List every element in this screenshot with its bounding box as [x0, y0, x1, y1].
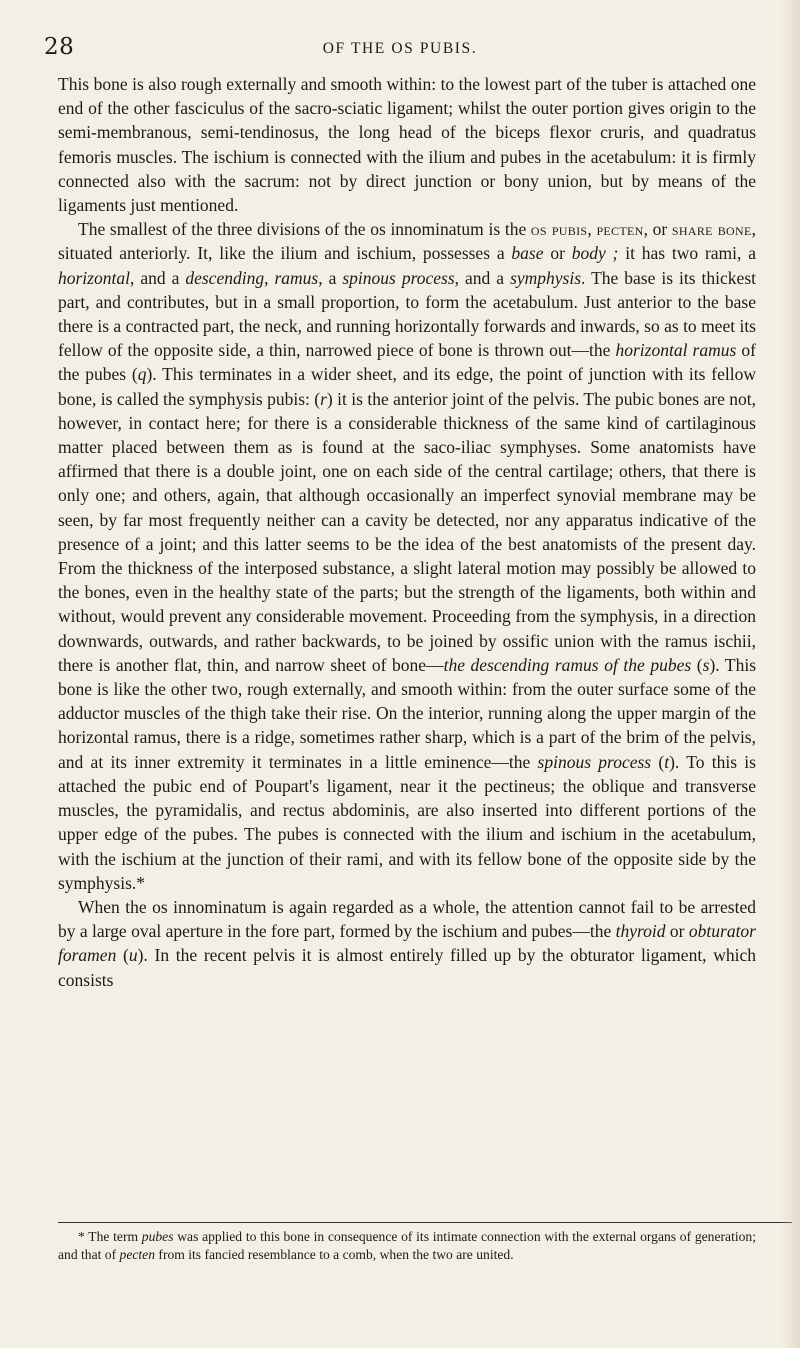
text-run: was applied to this bone in consequence of its intimate connection with the external organs of generation; and that of [58, 1229, 756, 1262]
running-head [44, 30, 756, 70]
term-spinous-process: spinous process [342, 267, 455, 288]
text-run: , or [643, 219, 672, 240]
text-run: ( [116, 945, 129, 966]
paragraph-obturator-foramen [58, 895, 756, 992]
term-descending-ramus: the descending ramus of the pubes [443, 654, 692, 675]
page-number: 28 [44, 34, 75, 60]
term-pecten-footnote: pecten [119, 1246, 156, 1262]
text-run: , and a [454, 267, 511, 288]
text-run: When the os innominatum is again regarded as a whole, the attention cannot fail to be arrested by a large oval aperture in the fore part, formed by the ischium and pubes—the [58, 896, 756, 942]
paragraph-tuber-ischii [58, 72, 756, 217]
footnote-rule [58, 1222, 792, 1223]
term-body: body ; [571, 243, 619, 264]
term-symphysis: symphysis [510, 267, 582, 288]
term-obturator-foramen: obturator foramen [58, 921, 756, 966]
text-run: it has two rami, a [618, 243, 756, 264]
text-run: ) it is the anterior joint of the pelvis. The pubic bones are not, however, in contact here; for there is a considerable thickness of the same kind of cartilaginous matter placed between them as is found at the saco-iliac symphyses. Some anatomists have affirmed that there is a double joint, one on each side of the central cartilage; others, that there is only one; and others, again, that although occasionally an imperfect synovial membrane may be seen, by far most frequently neither can a cavity be detected, nor any apparatus indicative of the presence of a joint; and this latter seems to be the idea of the best anatomists of the present day. From the thickness of the interposed substance, a slight lateral motion may possibly be allowed to the bones, even in the healthy state of the parts; but the strength of the ligaments, both within and without, would prevent any considerable movement. Proceeding from the symphysis, in a direction downwards, outwards, and rather backwards, to be joined by ossific union with the ramus ischii, there is another flat, thin, and narrow sheet of bone— [58, 388, 756, 675]
text-run: , a [318, 267, 343, 288]
text-run: of the pubes ( [58, 340, 756, 385]
term-thyroid: thyroid [615, 921, 666, 942]
footnote-text [58, 1228, 756, 1263]
text-run: ). This bone is like the other two, rough externally, and smooth within: from the outer surface some of the adductor muscles of the thigh take their rise. On the interior, running along the upper margin of the horizontal ramus, there is a ridge, sometimes rather sharp, which is a part of the brim of the pelvis, and at its inner extremity it terminates in a little eminence—the [58, 654, 757, 772]
term-ramus: ramus [274, 267, 319, 288]
figure-ref-t: t [664, 751, 670, 772]
term-horizontal-ramus: horizontal ramus [615, 340, 737, 361]
body-text [58, 72, 756, 992]
term-base: base [511, 243, 544, 264]
term-pubes: pubes [141, 1229, 174, 1244]
text-run: or [543, 243, 572, 264]
text-run: or [665, 921, 689, 942]
text-run: , [587, 219, 597, 240]
text-run: ). In the recent pelvis it is almost entirely filled up by the obturator ligament, which consists [58, 945, 757, 990]
term-pecten: pecten [596, 219, 644, 240]
term-horizontal: horizontal [58, 267, 130, 288]
figure-ref-q: q [137, 364, 147, 385]
text-run: * The term [78, 1229, 142, 1244]
running-title: OF THE OS PUBIS. [322, 40, 478, 57]
paragraph-text: This bone is also rough externally and smooth within: to the lowest part of the tuber is attached one end of the other fasciculus of the sacro-sciatic ligament; whilst the outer portion gives origin to the semi-membranous, semi-tendinosus, the long head of the biceps flexor cruris, and quadratus femoris muscles. The ischium is connected with the ilium and pubes in the acetabulum: it is firmly connected also with the sacrum: not by direct junction or bony union, but by means of the ligaments just mentioned. [58, 74, 756, 216]
footnote [58, 1228, 756, 1263]
text-run: from its fancied resemblance to a comb, when the two are united. [155, 1246, 514, 1262]
term-os-pubis: os pubis [530, 219, 588, 240]
text-run: , [264, 267, 275, 288]
text-run: ). To this is attached the pubic end of Poupart's ligament, near it the pectineus; the oblique and transverse muscles, the pyramidalis, and rectus abdominis, are also inserted into different portions of the upper edge of the pubes. The pubes is connected with the ilium and ischium in the acetabulum, with the ischium at the junction of their rami, and with its fellow bone of the opposite side by the symphysis.* [58, 751, 756, 893]
text-run: ( [691, 654, 703, 675]
text-run: The smallest of the three divisions of the os innominatum is the [78, 219, 531, 240]
term-share-bone: share bone [671, 219, 752, 240]
text-run: ( [651, 751, 665, 772]
figure-ref-u: u [128, 945, 138, 966]
figure-ref-r: r [320, 388, 327, 409]
figure-ref-s: s [702, 654, 710, 675]
text-run: ). This terminates in a wider sheet, and its edge, the point of junction with its fellow bone, is called the symphysis pubis: ( [58, 364, 756, 409]
paragraph-os-pubis [58, 217, 756, 895]
page-edge-shadow [780, 0, 800, 1348]
text-run: , and a [129, 267, 186, 288]
text-run: . The base is its thickest part, and contributes, but in a small proportion, to form the acetabulum. Just anterior to the base there is a contracted part, the neck, and running horizontally forwards and inwards, so as to meet its fellow of the opposite side, a thin, narrowed piece of bone is thrown out—the [58, 267, 756, 361]
term-descending: descending [185, 267, 265, 288]
term-spinous-process-2: spinous process [537, 751, 652, 772]
text-run: , situated anteriorly. It, like the ilium and ischium, possesses a [58, 219, 756, 264]
